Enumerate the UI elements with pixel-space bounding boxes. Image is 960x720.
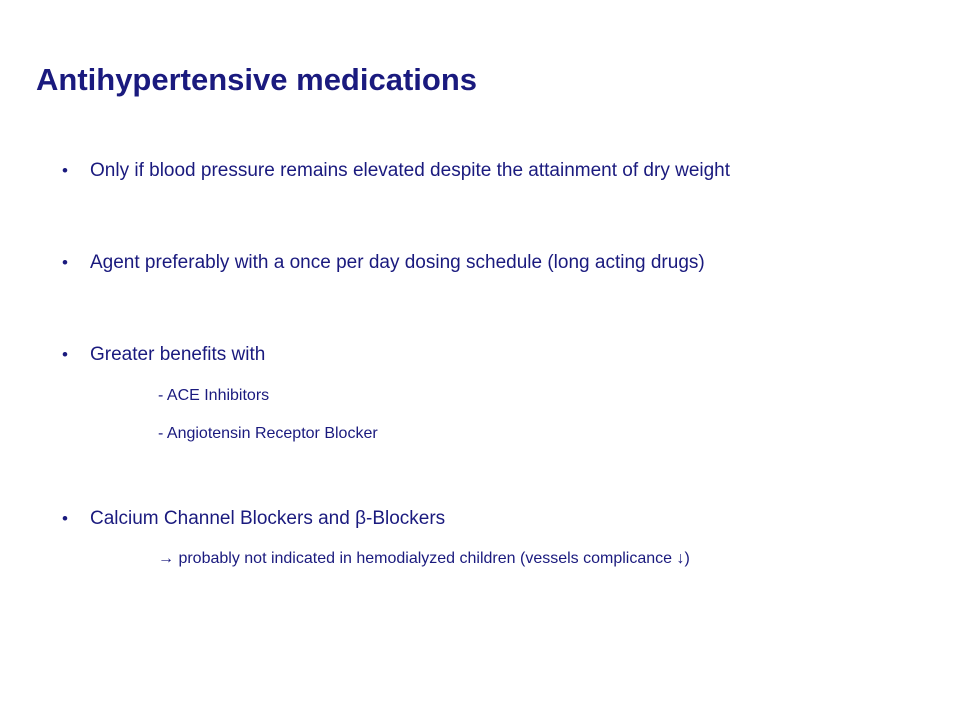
slide-title: Antihypertensive medications <box>36 62 478 97</box>
sub-item-angiotensin-receptor-blocker: - Angiotensin Receptor Blocker <box>158 425 378 442</box>
sub-item-not-indicated: → probably not indicated in hemodialyzed children (vessels complicance ↓) <box>158 550 690 567</box>
bullet-icon: • <box>62 345 68 364</box>
bullet-text: Calcium Channel Blockers and β-Blockers <box>90 508 446 529</box>
bullet-item-dry-weight <box>62 160 730 182</box>
bullet-item-calcium-beta-blockers <box>62 508 445 530</box>
bullet-text: Greater benefits with <box>90 344 266 365</box>
bullet-icon: • <box>62 509 68 528</box>
bullet-text: Only if blood pressure remains elevated despite the attainment of dry weight <box>90 160 731 181</box>
bullet-text: Agent preferably with a once per day dosing schedule (long acting drugs) <box>90 252 705 273</box>
bullet-icon: • <box>62 253 68 272</box>
bullet-item-dosing-schedule <box>62 252 705 274</box>
sub-item-ace-inhibitors: - ACE Inhibitors <box>158 387 270 404</box>
bullet-icon: • <box>62 161 68 180</box>
bullet-item-greater-benefits <box>62 344 265 366</box>
